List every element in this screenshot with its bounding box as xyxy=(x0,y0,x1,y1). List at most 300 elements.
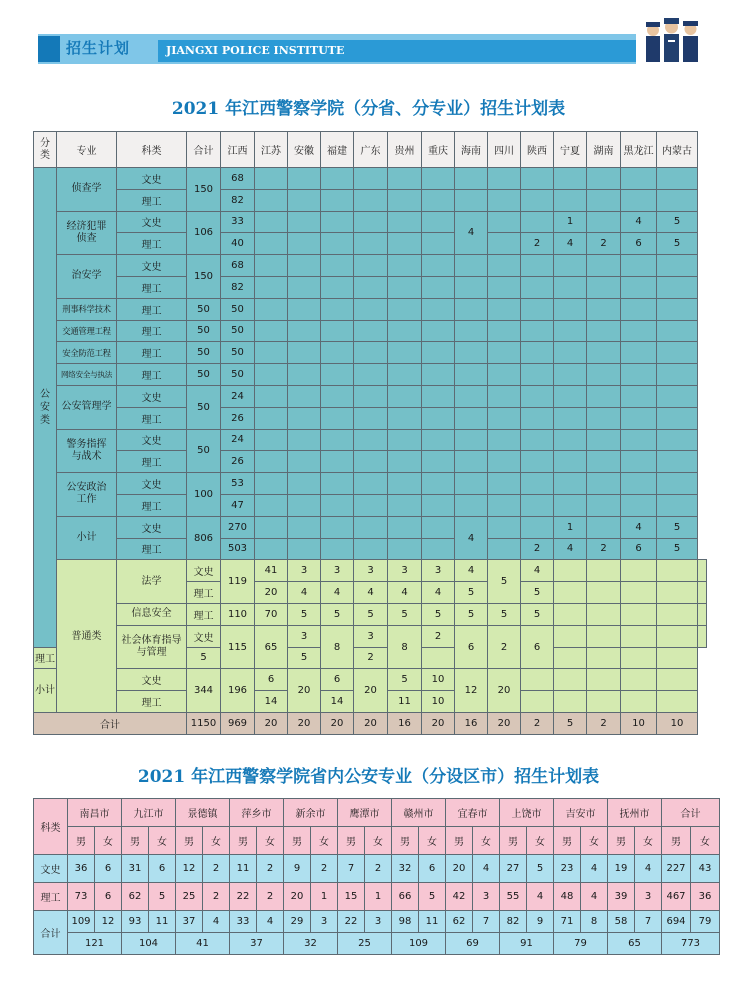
value-cell: 27 xyxy=(500,855,527,883)
header-province: 海南 xyxy=(455,132,488,168)
male-header: 男 xyxy=(122,827,149,855)
header-province: 贵州 xyxy=(388,132,422,168)
empty-cell xyxy=(321,385,354,407)
empty-cell xyxy=(288,516,321,538)
empty-cell xyxy=(488,516,521,538)
guizhou-cell: 2 xyxy=(354,647,388,669)
empty-cell xyxy=(354,342,388,364)
hainan-cell: 2 xyxy=(488,625,521,669)
empty-cell xyxy=(388,429,422,451)
empty-cell xyxy=(255,320,288,342)
section-title: 招生计划 xyxy=(66,39,131,57)
ningxia-cell: 4 xyxy=(554,538,587,560)
jiangxi-cell: 270 xyxy=(221,516,255,538)
empty-cell xyxy=(288,342,321,364)
empty-cell xyxy=(488,538,521,560)
empty-cell xyxy=(621,342,657,364)
empty-cell xyxy=(554,298,587,320)
ligong-row xyxy=(34,883,720,911)
province-cell: 5 xyxy=(388,603,422,625)
empty-cell xyxy=(488,320,521,342)
fujian-cell: 3 xyxy=(354,625,388,647)
major-name: 侦查学 xyxy=(57,168,117,212)
empty-cell xyxy=(388,451,422,473)
table-row xyxy=(34,342,707,364)
empty-cell xyxy=(354,255,388,277)
empty-cell xyxy=(455,494,488,516)
header-province: 陕西 xyxy=(521,132,554,168)
value-cell: 6 xyxy=(149,855,176,883)
value-cell: 2 xyxy=(203,855,230,883)
wenshi-row xyxy=(34,855,720,883)
sum-cell: 91 xyxy=(500,933,554,955)
value-cell: 2 xyxy=(203,883,230,911)
empty-cell xyxy=(455,298,488,320)
city-header: 宜春市 xyxy=(446,799,500,827)
city-header: 鹰潭市 xyxy=(338,799,392,827)
empty-cell xyxy=(255,298,288,320)
major-total: 110 xyxy=(221,603,255,625)
sum-cell: 104 xyxy=(122,933,176,955)
empty-cell xyxy=(488,168,521,190)
neimenggu-cell: 5 xyxy=(657,538,698,560)
empty-cell xyxy=(455,255,488,277)
province-cell: 5 xyxy=(288,603,321,625)
ningxia-cell: 4 xyxy=(554,233,587,255)
value-cell: 43 xyxy=(691,855,720,883)
male-header: 男 xyxy=(662,827,691,855)
value-cell: 4 xyxy=(635,855,662,883)
empty-cell xyxy=(521,364,554,386)
empty-cell xyxy=(587,647,621,669)
subject-cell: 文史 xyxy=(117,255,187,277)
value-cell: 25 xyxy=(176,883,203,911)
empty-cell xyxy=(554,494,587,516)
empty-cell xyxy=(521,189,554,211)
chongqing-cell: 10 xyxy=(422,691,455,713)
header-province: 江苏 xyxy=(255,132,288,168)
value-cell: 32 xyxy=(392,855,419,883)
jiangxi-cell: 20 xyxy=(255,582,288,604)
empty-cell xyxy=(554,669,587,691)
female-header: 女 xyxy=(691,827,720,855)
table-row xyxy=(34,276,707,298)
jiangsu-cell: 6 xyxy=(255,669,288,691)
empty-cell xyxy=(521,320,554,342)
hunan-cell: 2 xyxy=(587,538,621,560)
province-cell: 5 xyxy=(455,603,488,625)
empty-cell xyxy=(621,255,657,277)
value-cell: 55 xyxy=(500,883,527,911)
value-cell: 4 xyxy=(581,883,608,911)
empty-cell xyxy=(422,538,455,560)
hainan-cell: 12 xyxy=(455,669,488,713)
empty-cell xyxy=(321,494,354,516)
empty-cell xyxy=(288,168,321,190)
category-general: 普通类 xyxy=(57,560,117,713)
table-row xyxy=(34,669,707,691)
guizhou-cell: 5 xyxy=(388,669,422,691)
sichuan-cell: 4 xyxy=(521,560,554,582)
heilongjiang-cell: 4 xyxy=(621,211,657,233)
empty-cell xyxy=(657,168,698,190)
total-cell: 20 xyxy=(354,712,388,734)
empty-cell xyxy=(621,494,657,516)
province-cell: 4 xyxy=(455,560,488,582)
female-header: 女 xyxy=(311,827,338,855)
sum-cell: 773 xyxy=(662,933,720,955)
heilongjiang-cell: 6 xyxy=(621,538,657,560)
subject-cell: 理工 xyxy=(117,538,187,560)
empty-cell xyxy=(521,516,554,538)
header-province: 湖南 xyxy=(587,132,621,168)
value-cell: 31 xyxy=(122,855,149,883)
empty-cell xyxy=(288,494,321,516)
jiangxi-cell: 70 xyxy=(255,603,288,625)
sichuan-cell: 6 xyxy=(521,625,554,669)
empty-cell xyxy=(587,189,621,211)
empty-cell xyxy=(455,342,488,364)
empty-cell xyxy=(354,473,388,495)
value-cell: 227 xyxy=(662,855,691,883)
empty-cell xyxy=(255,538,288,560)
table-row xyxy=(34,429,707,451)
empty-cell xyxy=(621,168,657,190)
table-row xyxy=(34,211,707,233)
empty-cell xyxy=(657,364,698,386)
value-cell: 15 xyxy=(338,883,365,911)
empty-cell xyxy=(321,233,354,255)
empty-cell xyxy=(621,669,657,691)
table-row xyxy=(34,233,707,255)
empty-cell xyxy=(587,429,621,451)
empty-cell xyxy=(488,189,521,211)
empty-cell xyxy=(422,298,455,320)
total-cell: 5 xyxy=(554,712,587,734)
empty-cell xyxy=(455,429,488,451)
empty-cell xyxy=(698,582,707,604)
empty-cell xyxy=(587,473,621,495)
table-row xyxy=(34,320,707,342)
empty-cell xyxy=(587,516,621,538)
value-cell: 39 xyxy=(608,883,635,911)
empty-cell xyxy=(488,364,521,386)
province-cell: 4 xyxy=(354,582,388,604)
value-cell: 4 xyxy=(473,855,500,883)
header-province: 广东 xyxy=(354,132,388,168)
total-cell: 10 xyxy=(621,712,657,734)
jiangxi-cell: 503 xyxy=(221,538,255,560)
empty-cell xyxy=(354,276,388,298)
female-header: 女 xyxy=(365,827,392,855)
empty-cell xyxy=(521,691,554,713)
empty-cell xyxy=(255,211,288,233)
ningxia-cell: 1 xyxy=(554,516,587,538)
empty-cell xyxy=(657,625,698,647)
value-cell: 23 xyxy=(554,855,581,883)
empty-cell xyxy=(621,429,657,451)
empty-cell xyxy=(488,276,521,298)
value-cell: 7 xyxy=(338,855,365,883)
value-cell: 36 xyxy=(691,883,720,911)
empty-cell xyxy=(587,451,621,473)
empty-cell xyxy=(488,494,521,516)
empty-cell xyxy=(388,255,422,277)
empty-cell xyxy=(488,233,521,255)
empty-cell xyxy=(554,647,587,669)
empty-cell xyxy=(422,364,455,386)
empty-cell xyxy=(554,364,587,386)
jiangxi-cell: 196 xyxy=(221,669,255,713)
empty-cell xyxy=(422,233,455,255)
value-cell: 2 xyxy=(257,883,284,911)
empty-cell xyxy=(422,320,455,342)
sum-cell: 121 xyxy=(68,933,122,955)
empty-cell xyxy=(255,276,288,298)
subject-cell: 文史 xyxy=(117,669,187,691)
subtotal-name: 小计 xyxy=(57,516,117,560)
sichuan-cell: 20 xyxy=(488,669,521,713)
gender-header-row xyxy=(34,827,720,855)
value-cell: 9 xyxy=(527,911,554,933)
subject-cell: 文史 xyxy=(117,385,187,407)
table-row xyxy=(34,538,707,560)
major-name: 安全防范工程 xyxy=(57,342,117,364)
female-header: 女 xyxy=(203,827,230,855)
subject-cell: 文史 xyxy=(117,429,187,451)
value-cell: 98 xyxy=(392,911,419,933)
city-header: 萍乡市 xyxy=(230,799,284,827)
value-cell: 3 xyxy=(365,911,392,933)
jiangxi-cell: 24 xyxy=(221,385,255,407)
table-row xyxy=(34,364,707,386)
major-total: 50 xyxy=(187,298,221,320)
value-cell: 2 xyxy=(365,855,392,883)
empty-cell xyxy=(621,407,657,429)
empty-cell xyxy=(354,233,388,255)
major-name: 治安学 xyxy=(57,255,117,299)
header-province: 福建 xyxy=(321,132,354,168)
value-cell: 71 xyxy=(554,911,581,933)
empty-cell xyxy=(621,560,657,582)
subtotal-name: 小计 xyxy=(34,669,57,713)
city-header-row xyxy=(34,799,720,827)
total-cell: 16 xyxy=(455,712,488,734)
subject-cell: 理工 xyxy=(117,407,187,429)
empty-cell xyxy=(321,407,354,429)
city-header: 上饶市 xyxy=(500,799,554,827)
header-row xyxy=(34,132,707,168)
grand-total-label: 合计 xyxy=(34,712,187,734)
police-officers-icon xyxy=(640,14,702,62)
total-cell: 20 xyxy=(321,712,354,734)
subject-cell: 文史 xyxy=(117,168,187,190)
subject-cell: 文史 xyxy=(117,516,187,538)
empty-cell xyxy=(554,168,587,190)
value-cell: 467 xyxy=(662,883,691,911)
empty-cell xyxy=(621,451,657,473)
empty-cell xyxy=(521,342,554,364)
empty-cell xyxy=(388,494,422,516)
empty-cell xyxy=(587,211,621,233)
empty-cell xyxy=(488,255,521,277)
anhui-cell: 20 xyxy=(288,669,321,713)
major-total: 50 xyxy=(187,342,221,364)
row-label: 合计 xyxy=(34,911,68,955)
table-row xyxy=(34,603,707,625)
jiangxi-cell: 50 xyxy=(221,364,255,386)
subject-cell: 理工 xyxy=(117,342,187,364)
table-row xyxy=(34,560,707,582)
value-cell: 66 xyxy=(392,883,419,911)
empty-cell xyxy=(587,276,621,298)
empty-cell xyxy=(657,451,698,473)
city-header: 吉安市 xyxy=(554,799,608,827)
value-cell: 36 xyxy=(68,855,95,883)
empty-cell xyxy=(521,669,554,691)
total-cell: 16 xyxy=(388,712,422,734)
empty-cell xyxy=(321,473,354,495)
empty-cell xyxy=(422,451,455,473)
empty-cell xyxy=(455,168,488,190)
empty-cell xyxy=(554,451,587,473)
jiangxi-cell: 50 xyxy=(221,342,255,364)
male-header: 男 xyxy=(68,827,95,855)
empty-cell xyxy=(321,429,354,451)
empty-cell xyxy=(255,473,288,495)
empty-cell xyxy=(621,473,657,495)
empty-cell xyxy=(321,451,354,473)
table-row xyxy=(34,168,707,190)
province-cell: 5 xyxy=(521,603,554,625)
value-cell: 4 xyxy=(203,911,230,933)
category-police: 公安类 xyxy=(34,168,57,648)
value-cell: 3 xyxy=(473,883,500,911)
empty-cell xyxy=(554,625,587,647)
value-cell: 73 xyxy=(68,883,95,911)
empty-cell xyxy=(354,189,388,211)
grand-total-row xyxy=(34,712,707,734)
empty-cell xyxy=(554,320,587,342)
empty-cell xyxy=(488,407,521,429)
empty-cell xyxy=(657,320,698,342)
value-cell: 7 xyxy=(635,911,662,933)
empty-cell xyxy=(621,189,657,211)
subject-cell: 理工 xyxy=(117,233,187,255)
empty-cell xyxy=(657,276,698,298)
empty-cell xyxy=(388,516,422,538)
empty-cell xyxy=(587,494,621,516)
empty-cell xyxy=(354,298,388,320)
value-cell: 6 xyxy=(95,855,122,883)
value-cell: 4 xyxy=(527,883,554,911)
empty-cell xyxy=(388,211,422,233)
value-cell: 42 xyxy=(446,883,473,911)
empty-cell xyxy=(321,189,354,211)
province-cell: 3 xyxy=(321,560,354,582)
male-header: 男 xyxy=(230,827,257,855)
jiangxi-cell: 50 xyxy=(221,320,255,342)
major-total: 106 xyxy=(187,211,221,255)
subject-cell: 文史 xyxy=(117,473,187,495)
subject-cell: 理工 xyxy=(34,647,57,669)
empty-cell xyxy=(621,582,657,604)
major-total: 100 xyxy=(187,473,221,517)
empty-cell xyxy=(521,298,554,320)
value-cell: 7 xyxy=(473,911,500,933)
subtotal-total: 344 xyxy=(187,669,221,713)
empty-cell xyxy=(354,538,388,560)
empty-cell xyxy=(288,473,321,495)
empty-cell xyxy=(288,255,321,277)
female-header: 女 xyxy=(419,827,446,855)
header-province: 内蒙古 xyxy=(657,132,698,168)
header-province: 江西 xyxy=(221,132,255,168)
empty-cell xyxy=(388,189,422,211)
empty-cell xyxy=(587,320,621,342)
total-cell: 969 xyxy=(221,712,255,734)
total-cell: 2 xyxy=(587,712,621,734)
empty-cell xyxy=(388,298,422,320)
male-header: 男 xyxy=(446,827,473,855)
empty-cell xyxy=(321,516,354,538)
institute-name: JIANGXI POLICE INSTITUTE xyxy=(158,40,636,62)
major-total: 150 xyxy=(187,255,221,299)
value-cell: 62 xyxy=(122,883,149,911)
major-total: 119 xyxy=(221,560,255,604)
city-plan-table xyxy=(33,798,720,955)
empty-cell xyxy=(388,407,422,429)
city-header: 九江市 xyxy=(122,799,176,827)
empty-cell xyxy=(288,211,321,233)
empty-cell xyxy=(657,298,698,320)
header-category: 分类 xyxy=(34,132,57,168)
sum-cell: 69 xyxy=(446,933,500,955)
sum-cell: 79 xyxy=(554,933,608,955)
province-cell: 5 xyxy=(354,603,388,625)
value-cell: 79 xyxy=(691,911,720,933)
sum-cell: 32 xyxy=(284,933,338,955)
value-cell: 12 xyxy=(95,911,122,933)
sum-cell: 37 xyxy=(230,933,284,955)
jiangxi-cell: 82 xyxy=(221,189,255,211)
empty-cell xyxy=(422,385,455,407)
empty-cell xyxy=(488,473,521,495)
value-cell: 11 xyxy=(230,855,257,883)
value-cell: 11 xyxy=(149,911,176,933)
empty-cell xyxy=(255,494,288,516)
row-label: 文史 xyxy=(34,855,68,883)
female-header: 女 xyxy=(581,827,608,855)
empty-cell xyxy=(255,516,288,538)
table-row xyxy=(34,255,707,277)
province-cell: 3 xyxy=(388,560,422,582)
empty-cell xyxy=(554,189,587,211)
sum-cell: 65 xyxy=(608,933,662,955)
sichuan-cell: 5 xyxy=(521,582,554,604)
value-cell: 8 xyxy=(581,911,608,933)
value-cell: 12 xyxy=(176,855,203,883)
subject-cell: 理工 xyxy=(117,364,187,386)
value-cell: 62 xyxy=(446,911,473,933)
empty-cell xyxy=(554,276,587,298)
table-row xyxy=(34,407,707,429)
city-header: 新余市 xyxy=(284,799,338,827)
value-cell: 4 xyxy=(581,855,608,883)
guizhou-cell: 2 xyxy=(422,625,455,647)
subtotal-total: 806 xyxy=(187,516,221,560)
value-cell: 1 xyxy=(365,883,392,911)
